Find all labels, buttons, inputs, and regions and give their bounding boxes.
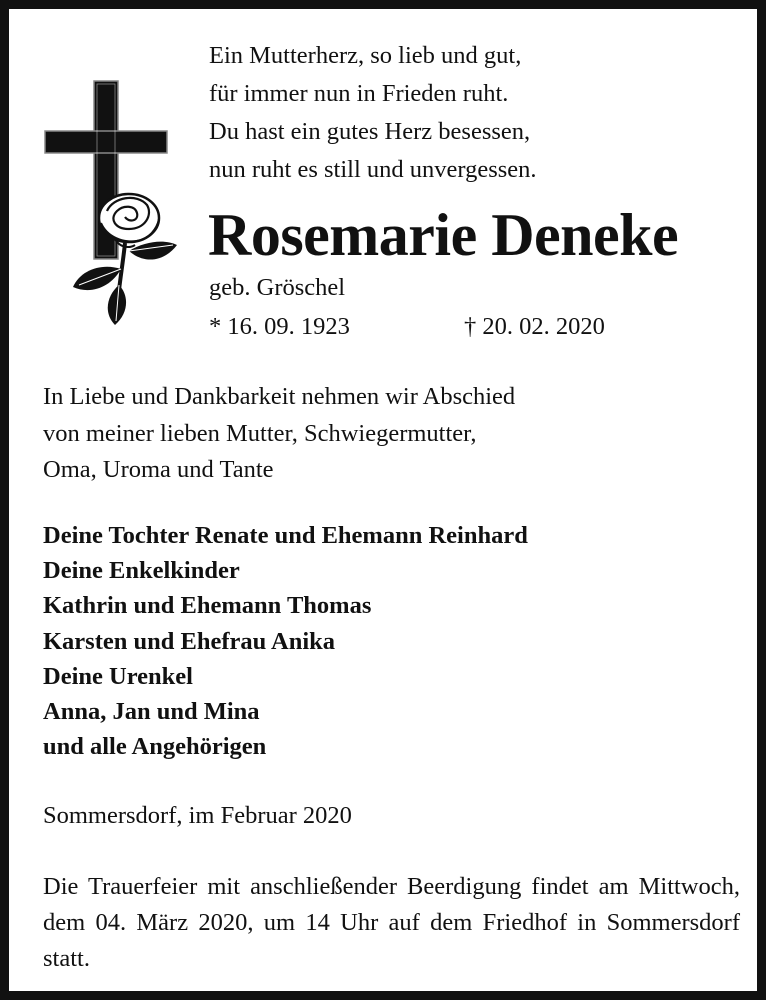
mourner-line: Deine Enkelkinder (43, 557, 240, 585)
mourner-line: Deine Urenkel (43, 662, 193, 690)
mourner-line: Karsten und Ehefrau Anika (43, 627, 336, 655)
maiden-name: geb. Gröschel (209, 274, 346, 301)
poem-line: Ein Mutterherz, so lieb und gut, (209, 42, 522, 69)
mourners-list (43, 518, 528, 764)
poem-line: nun ruht es still und unvergessen. (209, 156, 537, 183)
memorial-poem (209, 37, 537, 189)
farewell-line: von meiner lieben Mutter, Schwiegermutter, (43, 419, 477, 447)
funeral-notice: Die Trauerfeier mit anschließender Beerdigung findet am Mittwoch, dem 04. März 2020, um 14 Uhr auf dem Friedhof in Sommersdorf statt. (43, 873, 740, 972)
mourner-line: Kathrin und Ehemann Thomas (43, 592, 372, 620)
mourner-line: Anna, Jan und Mina (43, 698, 260, 726)
place-and-date: Sommersdorf, im Februar 2020 (43, 802, 352, 829)
mourner-line: Deine Tochter Renate und Ehemann Reinhard (43, 522, 528, 549)
poem-line: für immer nun in Frieden ruht. (209, 80, 509, 107)
birth-date: * 16. 09. 1923 (209, 313, 350, 340)
deceased-name: Rosemarie Deneke (208, 202, 679, 268)
farewell-line: In Liebe und Dankbarkeit nehmen wir Abschied (43, 383, 516, 410)
farewell-line: Oma, Uroma und Tante (43, 456, 274, 483)
poem-line: Du hast ein gutes Herz besessen, (209, 118, 531, 145)
rose-icon (73, 194, 177, 325)
death-date: † 20. 02. 2020 (464, 313, 605, 340)
cross-with-rose-emblem (37, 73, 189, 329)
mourner-line: und alle Angehörigen (43, 733, 267, 761)
farewell-text (43, 379, 515, 489)
